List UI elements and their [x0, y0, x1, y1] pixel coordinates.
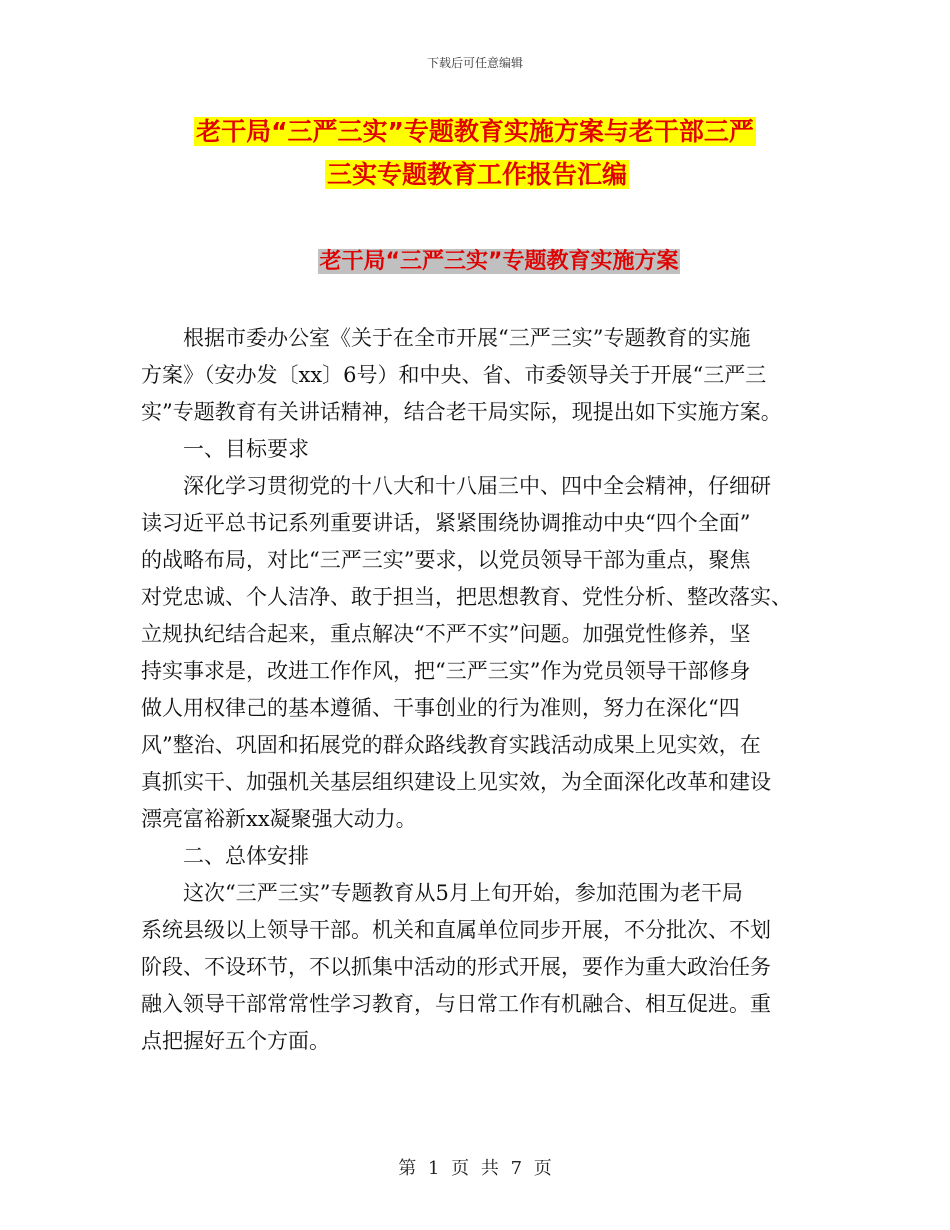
paragraph-line: 读习近平总书记系列重要讲话，紧紧围绕协调推动中央“四个全面”: [141, 511, 751, 535]
paragraph-line: 做人用权律己的基本遵循、干事创业的行为准则，努力在深化“四: [141, 696, 740, 720]
paragraph-line: 对党忠诚、个人洁净、敢于担当，把思想教育、党性分析、整改落实、: [141, 585, 792, 609]
paragraph-line: 点把握好五个方面。: [141, 1029, 330, 1053]
paragraph-line: 持实事求是，改进工作作风，把“三严三实”作为党员领导干部修身: [141, 659, 751, 683]
header-note: 下载后可任意编辑: [426, 56, 523, 70]
document-title-line-1: [0, 113, 950, 151]
paragraph-line: 阶段、不设环节，不以抓集中活动的形式开展，要作为重大政治任务: [141, 955, 771, 979]
paragraph-line: 的战略布局，对比“三严三实”要求，以党员领导干部为重点，聚焦: [141, 548, 751, 572]
section-title: [0, 245, 950, 279]
paragraph-line: 立规执纪结合起来，重点解决“不严不实”问题。加强党性修养，坚: [141, 622, 751, 646]
paragraph-line: 真抓实干、加强机关基层组织建设上见实效，为全面深化改革和建设: [141, 770, 771, 794]
paragraph-line: 系统县级以上领导干部。机关和直属单位同步开展，不分批次、不划: [141, 918, 771, 942]
document-title-line-1-text: 老干局“三严三实”专题教育实施方案与老干部三严: [196, 117, 754, 146]
document-title-line-2-text: 三实专题教育工作报告汇编: [326, 160, 627, 189]
page-number: 第 1 页 共 7 页: [398, 1158, 552, 1179]
paragraph-line: 融入领导干部常常性学习教育，与日常工作有机融合、相互促进。重: [141, 992, 771, 1016]
paragraph-line: 方案》（安办发〔xx〕6号）和中央、省、市委领导关于开展“三严三: [141, 363, 767, 387]
section-title-text: 老干局“三严三实”专题教育实施方案: [319, 249, 679, 274]
document-body: [141, 320, 813, 1060]
paragraph-line: 漂亮富裕新xx凝聚强大动力。: [141, 807, 417, 831]
paragraph-line: 这次“三严三实”专题教育从5月上旬开始，参加范围为老干局: [183, 881, 743, 905]
paragraph-line: 根据市委办公室《关于在全市开展“三严三实”专题教育的实施: [183, 326, 751, 350]
paragraph-line: 风”整治、巩固和拓展党的群众路线教育实践活动成果上见实效，在: [141, 733, 761, 757]
paragraph-line: 深化学习贯彻党的十八大和十八届三中、四中全会精神，仔细研: [183, 474, 771, 498]
section-heading: 二、总体安排: [183, 844, 309, 868]
paragraph-line: 实”专题教育有关讲话精神，结合老干局实际，现提出如下实施方案。: [141, 400, 782, 424]
section-heading: 一、目标要求: [183, 437, 309, 461]
document-title-line-2: [0, 156, 950, 194]
